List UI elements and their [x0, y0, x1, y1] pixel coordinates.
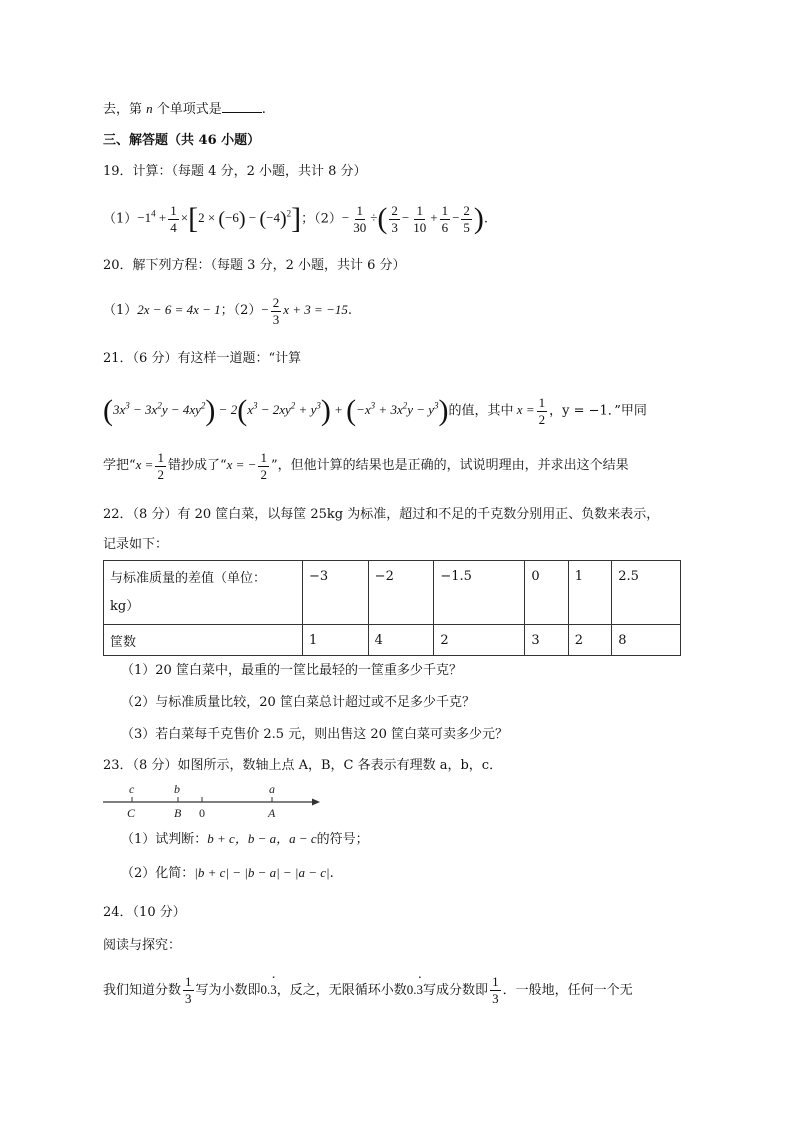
q21-x-neg-half: x = − $\frac{1}{2}$ [226, 449, 267, 482]
q23-sub-1 [121, 830, 369, 849]
q20-heading: 20．解下列方程：（每题 3 分，2 小题，共计 6 分） [103, 258, 406, 273]
q20-p1-label: （1） [103, 303, 138, 318]
table-cell: 4 [368, 625, 434, 656]
q22-sub-1: （1）20 筐白菜中，最重的一筐比最轻的一筐重多少千克？ [121, 663, 462, 678]
q19-p2-expr: − $\frac{1}{30}$ ÷( $\frac{2}{3}$ − $\frac{1}{10}$ + $\frac{1}{6}$ − $\frac{2}{5}$ ) [341, 202, 484, 236]
q23-end: . [329, 866, 334, 881]
q18-end: . [261, 102, 266, 117]
q20-end: . [347, 303, 352, 318]
q19-end: . [483, 211, 489, 227]
q23-sub-2 [121, 864, 334, 883]
table-cell: 0 [525, 561, 568, 625]
q19-p1-label: （1） [103, 211, 138, 227]
table-cell: 2 [434, 625, 525, 656]
row1-label-a: 与标准质量的差值（单位： [110, 570, 267, 586]
table-cell: 3 [525, 625, 568, 656]
q19-problems [103, 196, 488, 237]
repeating-decimal-2: 0.3 · [407, 982, 423, 997]
q21-line3 [103, 447, 629, 484]
table-row-label [104, 561, 303, 625]
q24-text-a: 我们知道分数 [103, 983, 182, 998]
table-row [104, 561, 681, 625]
q21-tail: 的值，其中 [448, 403, 514, 419]
q19-heading: 19．计算：（每题 4 分，2 小题，共计 8 分） [103, 164, 367, 179]
q24-text-d: 写成分数即 [423, 983, 489, 998]
q19-p2-label: ；（2） [301, 211, 342, 227]
q20-p2-label: ；（2） [220, 303, 262, 318]
q21-expression [103, 388, 647, 429]
fraction-one-third-2: $\frac{1}{3}$ [492, 974, 499, 1006]
q20-problems [103, 292, 352, 329]
question-18-tail [103, 100, 266, 119]
q21-text-c: ”，但他计算的结果也是正确的，试说明理由，并求出这个结果 [270, 458, 629, 473]
label-B: B [174, 806, 182, 820]
q20-p2-tail: x + 3 = −15 [283, 302, 348, 317]
q21-x-cond: x = $\frac{1}{2}$ [513, 394, 546, 427]
table-cell: 8 [612, 625, 681, 656]
q23-s2-label: （2）化简： [121, 866, 195, 881]
q20-p2-expr: − $\frac{2}{3}$ [261, 294, 280, 327]
q21-text-b: 错抄成了“ [167, 458, 227, 473]
label-zero: 0 [199, 806, 205, 820]
q23-s1-tail: 的符号； [316, 832, 369, 847]
section-3-title: 三、解答题（共 46 小题） [103, 133, 261, 148]
label-c: c [129, 782, 135, 796]
number-line-arrow [312, 799, 320, 806]
label-b: b [174, 782, 180, 796]
q23-heading: 23．（8 分）如图所示，数轴上点 A，B，C 各表示有理数 a，b，c． [103, 758, 503, 773]
table-row-label: 筐数 [104, 625, 303, 656]
q21-x-half: x = $\frac{1}{2}$ [135, 449, 164, 482]
table-cell: 2.5 [612, 561, 681, 625]
q19-p1-expr: $-1^4$ + $\frac{1}{4}$ $\times[2 \times (-6) - (-4)^2]$ [137, 202, 302, 236]
q20-p1-expr: 2x − 6 = 4x − 1 [137, 302, 221, 317]
q24-text-e: ．一般地，任何一个无 [502, 983, 633, 998]
answer-blank [222, 100, 262, 113]
table-cell: 2 [568, 625, 611, 656]
q24-text-b: 写为小数即 [195, 983, 261, 998]
q24-sub-heading: 阅读与探究： [103, 938, 182, 953]
label-C: C [127, 806, 136, 820]
repeating-decimal-1: 0.3 · [261, 982, 277, 997]
fraction-one-third: $\frac{1}{3}$ [185, 974, 192, 1006]
q22-sub-2: （2）与标准质量比较，20 筐白菜总计超过或不足多少千克？ [121, 695, 475, 710]
q18-text-a: 去，第 [103, 102, 147, 117]
table-cell: −2 [368, 561, 434, 625]
table-cell: 1 [568, 561, 611, 625]
q21-expr: $(3x^3 - 3x^2y - 4xy^2) - 2(x^3 - 2xy^2 + y^3) + (-x^3 + 3x^2y - y^3)$ [103, 394, 449, 428]
row1-label-b: kg） [110, 598, 140, 614]
q18-n: n [146, 101, 153, 116]
q24-heading: 24．（10 分） [103, 905, 186, 920]
table-row [104, 625, 681, 656]
q23-s2-expr: |b + c| − |b − a| − |a − c| [194, 865, 330, 880]
table-cell: 1 [303, 625, 369, 656]
q18-text-b: 个单项式是 [152, 102, 222, 117]
q22-heading: 22．（8 分）有 20 筐白菜，以每筐 25kg 为标准，超过和不足的千克数分别用正、负数来表示， [103, 507, 660, 522]
q23-s1-expr: b + c，b − a，a − c [207, 831, 317, 846]
q22-table [103, 560, 681, 656]
q24-text-c: ，反之，无限循环小数 [276, 983, 407, 998]
q21-heading: 21．（6 分）有这样一道题：“计算 [103, 351, 302, 366]
number-line-figure [100, 778, 330, 820]
q22-heading-2: 记录如下： [103, 537, 169, 552]
table-cell: −1.5 [434, 561, 525, 625]
label-a: a [269, 782, 275, 796]
q21-text-a: 学把“ [103, 458, 136, 473]
q24-paragraph [103, 972, 633, 1009]
q22-sub-3: （3）若白菜每千克售价 2.5 元，则出售这 20 筐白菜可卖多少元？ [121, 727, 509, 742]
q21-y-cond: ，y = −1．”甲同 [549, 403, 647, 419]
q23-s1-label: （1）试判断： [121, 832, 208, 847]
table-cell: −3 [303, 561, 369, 625]
label-A: A [268, 806, 276, 820]
